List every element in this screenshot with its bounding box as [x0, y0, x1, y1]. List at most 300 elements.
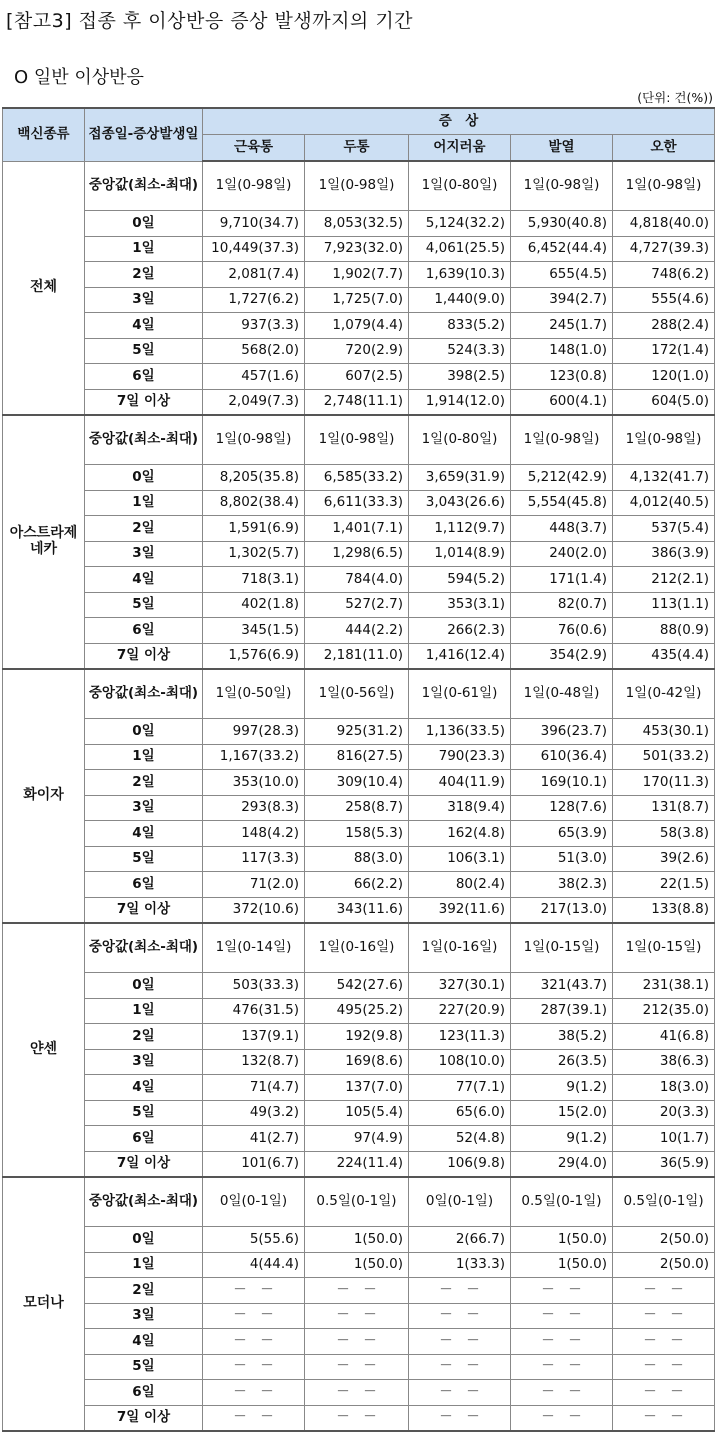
day-label-cell: 0일	[85, 1227, 203, 1253]
value-cell: 1,298(6.5)	[305, 541, 409, 567]
day-label-cell: 6일	[85, 872, 203, 898]
value-cell: 8,053(32.5)	[305, 211, 409, 237]
table-row	[3, 1100, 715, 1126]
value-cell: － －	[305, 1278, 409, 1304]
value-cell: － －	[613, 1354, 715, 1380]
day-label-cell: 7일 이상	[85, 389, 203, 415]
day-label-cell: 1일	[85, 998, 203, 1024]
day-label-cell: 1일	[85, 236, 203, 262]
day-label-cell: 0일	[85, 973, 203, 999]
value-cell: 321(43.7)	[511, 973, 613, 999]
table-row	[3, 1405, 715, 1431]
table-row	[3, 1354, 715, 1380]
day-label-cell: 중앙값(최소-최대)	[85, 161, 203, 211]
value-cell: 1일(0-98일)	[511, 415, 613, 465]
value-cell: 38(5.2)	[511, 1024, 613, 1050]
day-label-cell: 0일	[85, 465, 203, 491]
value-cell: 212(2.1)	[613, 567, 715, 593]
value-cell: 404(11.9)	[409, 770, 511, 796]
value-cell: 36(5.9)	[613, 1151, 715, 1177]
value-cell: 1,112(9.7)	[409, 516, 511, 542]
value-cell: 1일(0-98일)	[613, 161, 715, 211]
value-cell: 41(2.7)	[203, 1126, 305, 1152]
table-row	[3, 161, 715, 211]
symptom-header: 발열	[511, 135, 613, 162]
value-cell: 51(3.0)	[511, 846, 613, 872]
value-cell: 937(3.3)	[203, 313, 305, 339]
value-cell: 170(11.3)	[613, 770, 715, 796]
value-cell: 9(1.2)	[511, 1075, 613, 1101]
value-cell: 20(3.3)	[613, 1100, 715, 1126]
value-cell: 1,136(33.5)	[409, 719, 511, 745]
value-cell: 1(50.0)	[511, 1252, 613, 1278]
value-cell: 600(4.1)	[511, 389, 613, 415]
value-cell: 1(50.0)	[511, 1227, 613, 1253]
value-cell: 1,440(9.0)	[409, 287, 511, 313]
table-row	[3, 1303, 715, 1329]
value-cell: 162(4.8)	[409, 821, 511, 847]
value-cell: 240(2.0)	[511, 541, 613, 567]
value-cell: 5,930(40.8)	[511, 211, 613, 237]
value-cell: 0일(0-1일)	[203, 1177, 305, 1227]
day-label-cell: 5일	[85, 846, 203, 872]
value-cell: － －	[613, 1303, 715, 1329]
day-label-cell: 5일	[85, 1354, 203, 1380]
value-cell: 2,081(7.4)	[203, 262, 305, 288]
value-cell: 372(10.6)	[203, 897, 305, 923]
value-cell: 22(1.5)	[613, 872, 715, 898]
value-cell: 790(23.3)	[409, 744, 511, 770]
day-label-cell: 1일	[85, 1252, 203, 1278]
value-cell: 1,576(6.9)	[203, 643, 305, 669]
value-cell: 5,212(42.9)	[511, 465, 613, 491]
value-cell: 720(2.9)	[305, 338, 409, 364]
day-label-cell: 6일	[85, 618, 203, 644]
value-cell: 748(6.2)	[613, 262, 715, 288]
value-cell: 169(10.1)	[511, 770, 613, 796]
value-cell: 29(4.0)	[511, 1151, 613, 1177]
symptom-header: 어지러움	[409, 135, 511, 162]
value-cell: 2,181(11.0)	[305, 643, 409, 669]
day-label-cell: 2일	[85, 262, 203, 288]
value-cell: 1일(0-15일)	[511, 923, 613, 973]
day-label-cell: 중앙값(최소-최대)	[85, 669, 203, 719]
value-cell: 224(11.4)	[305, 1151, 409, 1177]
value-cell: 8,802(38.4)	[203, 490, 305, 516]
table-row	[3, 795, 715, 821]
value-cell: 1,302(5.7)	[203, 541, 305, 567]
value-cell: 2(50.0)	[613, 1252, 715, 1278]
table-row	[3, 1049, 715, 1075]
value-cell: 1일(0-98일)	[305, 415, 409, 465]
table-row	[3, 770, 715, 796]
day-label-cell: 5일	[85, 1100, 203, 1126]
value-cell: 66(2.2)	[305, 872, 409, 898]
value-cell: 1일(0-98일)	[613, 415, 715, 465]
value-cell: － －	[203, 1354, 305, 1380]
value-cell: － －	[511, 1405, 613, 1431]
day-label-cell: 7일 이상	[85, 1405, 203, 1431]
value-cell: 353(3.1)	[409, 592, 511, 618]
value-cell: 655(4.5)	[511, 262, 613, 288]
table-row	[3, 669, 715, 719]
value-cell: － －	[203, 1329, 305, 1355]
day-label-cell: 7일 이상	[85, 1151, 203, 1177]
day-label-cell: 3일	[85, 795, 203, 821]
value-cell: 457(1.6)	[203, 364, 305, 390]
table-row	[3, 821, 715, 847]
value-cell: － －	[511, 1329, 613, 1355]
day-label-cell: 4일	[85, 1329, 203, 1355]
value-cell: 394(2.7)	[511, 287, 613, 313]
table-row	[3, 313, 715, 339]
value-cell: 1일(0-98일)	[203, 415, 305, 465]
value-cell: 309(10.4)	[305, 770, 409, 796]
day-label-cell: 중앙값(최소-최대)	[85, 415, 203, 465]
value-cell: 123(11.3)	[409, 1024, 511, 1050]
value-cell: 1(50.0)	[305, 1227, 409, 1253]
day-label-cell: 2일	[85, 516, 203, 542]
value-cell: 501(33.2)	[613, 744, 715, 770]
table-row	[3, 1252, 715, 1278]
value-cell: 604(5.0)	[613, 389, 715, 415]
day-label-cell: 4일	[85, 1075, 203, 1101]
value-cell: 476(31.5)	[203, 998, 305, 1024]
value-cell: 354(2.9)	[511, 643, 613, 669]
value-cell: 120(1.0)	[613, 364, 715, 390]
value-cell: 287(39.1)	[511, 998, 613, 1024]
value-cell: 2,049(7.3)	[203, 389, 305, 415]
value-cell: 58(3.8)	[613, 821, 715, 847]
value-cell: 131(8.7)	[613, 795, 715, 821]
value-cell: 4,727(39.3)	[613, 236, 715, 262]
value-cell: 1,416(12.4)	[409, 643, 511, 669]
value-cell: － －	[511, 1303, 613, 1329]
value-cell: 76(0.6)	[511, 618, 613, 644]
day-label-cell: 중앙값(최소-최대)	[85, 923, 203, 973]
table-row	[3, 490, 715, 516]
value-cell: 402(1.8)	[203, 592, 305, 618]
value-cell: 9(1.2)	[511, 1126, 613, 1152]
value-cell: 101(6.7)	[203, 1151, 305, 1177]
value-cell: 18(3.0)	[613, 1075, 715, 1101]
table-row	[3, 643, 715, 669]
value-cell: 435(4.4)	[613, 643, 715, 669]
value-cell: 997(28.3)	[203, 719, 305, 745]
value-cell: － －	[305, 1329, 409, 1355]
table-row	[3, 389, 715, 415]
value-cell: － －	[409, 1380, 511, 1406]
value-cell: 594(5.2)	[409, 567, 511, 593]
value-cell: 49(3.2)	[203, 1100, 305, 1126]
table-row	[3, 516, 715, 542]
table-body	[3, 161, 715, 1431]
vaccine-name-cell: 얀센	[3, 923, 85, 1177]
value-cell: 568(2.0)	[203, 338, 305, 364]
value-cell: 137(9.1)	[203, 1024, 305, 1050]
value-cell: 106(3.1)	[409, 846, 511, 872]
day-label-cell: 중앙값(최소-최대)	[85, 1177, 203, 1227]
table-row	[3, 1329, 715, 1355]
value-cell: 258(8.7)	[305, 795, 409, 821]
value-cell: 71(4.7)	[203, 1075, 305, 1101]
table-row	[3, 262, 715, 288]
symptom-header: 근육통	[203, 135, 305, 162]
value-cell: 6,585(33.2)	[305, 465, 409, 491]
value-cell: 318(9.4)	[409, 795, 511, 821]
table-row	[3, 592, 715, 618]
value-cell: 15(2.0)	[511, 1100, 613, 1126]
value-cell: 1일(0-80일)	[409, 415, 511, 465]
day-label-cell: 2일	[85, 1278, 203, 1304]
day-label-cell: 0일	[85, 719, 203, 745]
value-cell: 38(2.3)	[511, 872, 613, 898]
table-row	[3, 567, 715, 593]
table-row	[3, 719, 715, 745]
value-cell: 2(50.0)	[613, 1227, 715, 1253]
value-cell: － －	[305, 1405, 409, 1431]
value-cell: 392(11.6)	[409, 897, 511, 923]
value-cell: 396(23.7)	[511, 719, 613, 745]
value-cell: 1,902(7.7)	[305, 262, 409, 288]
table-row	[3, 287, 715, 313]
value-cell: 542(27.6)	[305, 973, 409, 999]
value-cell: － －	[409, 1303, 511, 1329]
page-title: [참고3] 접종 후 이상반응 증상 발생까지의 기간	[6, 10, 414, 32]
value-cell: － －	[613, 1329, 715, 1355]
value-cell: 65(3.9)	[511, 821, 613, 847]
value-cell: 386(3.9)	[613, 541, 715, 567]
day-label-cell: 3일	[85, 541, 203, 567]
day-label-cell: 3일	[85, 1303, 203, 1329]
value-cell: 133(8.8)	[613, 897, 715, 923]
value-cell: 97(4.9)	[305, 1126, 409, 1152]
value-cell: － －	[511, 1380, 613, 1406]
day-label-cell: 2일	[85, 1024, 203, 1050]
value-cell: 8,205(35.8)	[203, 465, 305, 491]
value-cell: 105(5.4)	[305, 1100, 409, 1126]
value-cell: － －	[409, 1405, 511, 1431]
table-row	[3, 415, 715, 465]
value-cell: 3,659(31.9)	[409, 465, 511, 491]
value-cell: 1,639(10.3)	[409, 262, 511, 288]
value-cell: 1일(0-61일)	[409, 669, 511, 719]
value-cell: － －	[409, 1329, 511, 1355]
value-cell: 171(1.4)	[511, 567, 613, 593]
value-cell: 117(3.3)	[203, 846, 305, 872]
value-cell: 448(3.7)	[511, 516, 613, 542]
value-cell: 38(6.3)	[613, 1049, 715, 1075]
value-cell: 158(5.3)	[305, 821, 409, 847]
value-cell: － －	[305, 1303, 409, 1329]
value-cell: 77(7.1)	[409, 1075, 511, 1101]
day-label-cell: 4일	[85, 313, 203, 339]
day-label-cell: 3일	[85, 1049, 203, 1075]
day-label-cell: 6일	[85, 1126, 203, 1152]
day-label-cell: 5일	[85, 338, 203, 364]
value-cell: 607(2.5)	[305, 364, 409, 390]
value-cell: 88(0.9)	[613, 618, 715, 644]
vaccine-name-cell: 아스트라제네카	[3, 415, 85, 669]
day-label-cell: 4일	[85, 821, 203, 847]
value-cell: － －	[409, 1278, 511, 1304]
value-cell: 925(31.2)	[305, 719, 409, 745]
value-cell: 2,748(11.1)	[305, 389, 409, 415]
day-label-cell: 3일	[85, 287, 203, 313]
value-cell: 65(6.0)	[409, 1100, 511, 1126]
value-cell: 41(6.8)	[613, 1024, 715, 1050]
value-cell: 132(8.7)	[203, 1049, 305, 1075]
value-cell: 4,012(40.5)	[613, 490, 715, 516]
value-cell: 113(1.1)	[613, 592, 715, 618]
value-cell: 1일(0-98일)	[305, 161, 409, 211]
day-header: 접종일-증상발생일	[85, 108, 203, 161]
table-row	[3, 1177, 715, 1227]
value-cell: － －	[511, 1278, 613, 1304]
day-label-cell: 4일	[85, 567, 203, 593]
value-cell: 4,818(40.0)	[613, 211, 715, 237]
day-label-cell: 0일	[85, 211, 203, 237]
value-cell: 398(2.5)	[409, 364, 511, 390]
value-cell: 26(3.5)	[511, 1049, 613, 1075]
day-label-cell: 7일 이상	[85, 643, 203, 669]
value-cell: 106(9.8)	[409, 1151, 511, 1177]
value-cell: 39(2.6)	[613, 846, 715, 872]
value-cell: 192(9.8)	[305, 1024, 409, 1050]
vaccine-name-cell: 전체	[3, 161, 85, 415]
value-cell: － －	[203, 1303, 305, 1329]
day-label-cell: 7일 이상	[85, 897, 203, 923]
value-cell: 227(20.9)	[409, 998, 511, 1024]
value-cell: 6,611(33.3)	[305, 490, 409, 516]
value-cell: 1,725(7.0)	[305, 287, 409, 313]
value-cell: 4,061(25.5)	[409, 236, 511, 262]
symptom-header: 두통	[305, 135, 409, 162]
table-row	[3, 338, 715, 364]
value-cell: － －	[409, 1354, 511, 1380]
value-cell: 3,043(26.6)	[409, 490, 511, 516]
table-row	[3, 923, 715, 973]
table-row	[3, 618, 715, 644]
table-row	[3, 872, 715, 898]
value-cell: 1일(0-14일)	[203, 923, 305, 973]
value-cell: 353(10.0)	[203, 770, 305, 796]
value-cell: 231(38.1)	[613, 973, 715, 999]
value-cell: 1,727(6.2)	[203, 287, 305, 313]
value-cell: 0.5일(0-1일)	[511, 1177, 613, 1227]
value-cell: － －	[613, 1380, 715, 1406]
value-cell: 527(2.7)	[305, 592, 409, 618]
value-cell: 1,167(33.2)	[203, 744, 305, 770]
value-cell: 5,124(32.2)	[409, 211, 511, 237]
table-row	[3, 364, 715, 390]
day-label-cell: 5일	[85, 592, 203, 618]
value-cell: 1일(0-42일)	[613, 669, 715, 719]
value-cell: 1일(0-56일)	[305, 669, 409, 719]
value-cell: 5,554(45.8)	[511, 490, 613, 516]
value-cell: 266(2.3)	[409, 618, 511, 644]
value-cell: 10(1.7)	[613, 1126, 715, 1152]
value-cell: 784(4.0)	[305, 567, 409, 593]
value-cell: － －	[305, 1380, 409, 1406]
value-cell: 52(4.8)	[409, 1126, 511, 1152]
value-cell: 128(7.6)	[511, 795, 613, 821]
unit-note: (단위: 건(%))	[637, 90, 713, 105]
table-row	[3, 1151, 715, 1177]
value-cell: 1일(0-16일)	[409, 923, 511, 973]
value-cell: 343(11.6)	[305, 897, 409, 923]
value-cell: 71(2.0)	[203, 872, 305, 898]
value-cell: － －	[613, 1405, 715, 1431]
value-cell: 0일(0-1일)	[409, 1177, 511, 1227]
table-row	[3, 211, 715, 237]
value-cell: 345(1.5)	[203, 618, 305, 644]
table-row	[3, 1278, 715, 1304]
value-cell: 148(4.2)	[203, 821, 305, 847]
value-cell: 1,079(4.4)	[305, 313, 409, 339]
value-cell: 444(2.2)	[305, 618, 409, 644]
symptom-group-header: 증 상	[203, 108, 715, 135]
value-cell: 524(3.3)	[409, 338, 511, 364]
value-cell: 80(2.4)	[409, 872, 511, 898]
value-cell: 718(3.1)	[203, 567, 305, 593]
value-cell: 1일(0-98일)	[203, 161, 305, 211]
vaccine-type-header: 백신종류	[3, 108, 85, 161]
section-subtitle: O 일반 이상반응	[14, 67, 144, 88]
value-cell: － －	[203, 1380, 305, 1406]
value-cell: 10,449(37.3)	[203, 236, 305, 262]
value-cell: － －	[203, 1278, 305, 1304]
value-cell: 453(30.1)	[613, 719, 715, 745]
value-cell: － －	[511, 1354, 613, 1380]
value-cell: 7,923(32.0)	[305, 236, 409, 262]
value-cell: 537(5.4)	[613, 516, 715, 542]
value-cell: 88(3.0)	[305, 846, 409, 872]
value-cell: 833(5.2)	[409, 313, 511, 339]
value-cell: 245(1.7)	[511, 313, 613, 339]
value-cell: 293(8.3)	[203, 795, 305, 821]
table-row	[3, 1024, 715, 1050]
value-cell: 327(30.1)	[409, 973, 511, 999]
table-row	[3, 744, 715, 770]
table-row	[3, 541, 715, 567]
value-cell: 495(25.2)	[305, 998, 409, 1024]
vaccine-name-cell: 화이자	[3, 669, 85, 923]
value-cell: 1,914(12.0)	[409, 389, 511, 415]
value-cell: 123(0.8)	[511, 364, 613, 390]
value-cell: 816(27.5)	[305, 744, 409, 770]
table-row	[3, 846, 715, 872]
value-cell: 288(2.4)	[613, 313, 715, 339]
value-cell: 148(1.0)	[511, 338, 613, 364]
table-row	[3, 236, 715, 262]
value-cell: 1,591(6.9)	[203, 516, 305, 542]
symptom-header: 오한	[613, 135, 715, 162]
value-cell: 169(8.6)	[305, 1049, 409, 1075]
table-row	[3, 1075, 715, 1101]
day-label-cell: 6일	[85, 364, 203, 390]
value-cell: 1(50.0)	[305, 1252, 409, 1278]
value-cell: 9,710(34.7)	[203, 211, 305, 237]
value-cell: 4,132(41.7)	[613, 465, 715, 491]
vaccine-name-cell: 모더나	[3, 1177, 85, 1431]
value-cell: 503(33.3)	[203, 973, 305, 999]
value-cell: 1일(0-16일)	[305, 923, 409, 973]
value-cell: 108(10.0)	[409, 1049, 511, 1075]
value-cell: 137(7.0)	[305, 1075, 409, 1101]
table-row	[3, 897, 715, 923]
value-cell: 1,401(7.1)	[305, 516, 409, 542]
